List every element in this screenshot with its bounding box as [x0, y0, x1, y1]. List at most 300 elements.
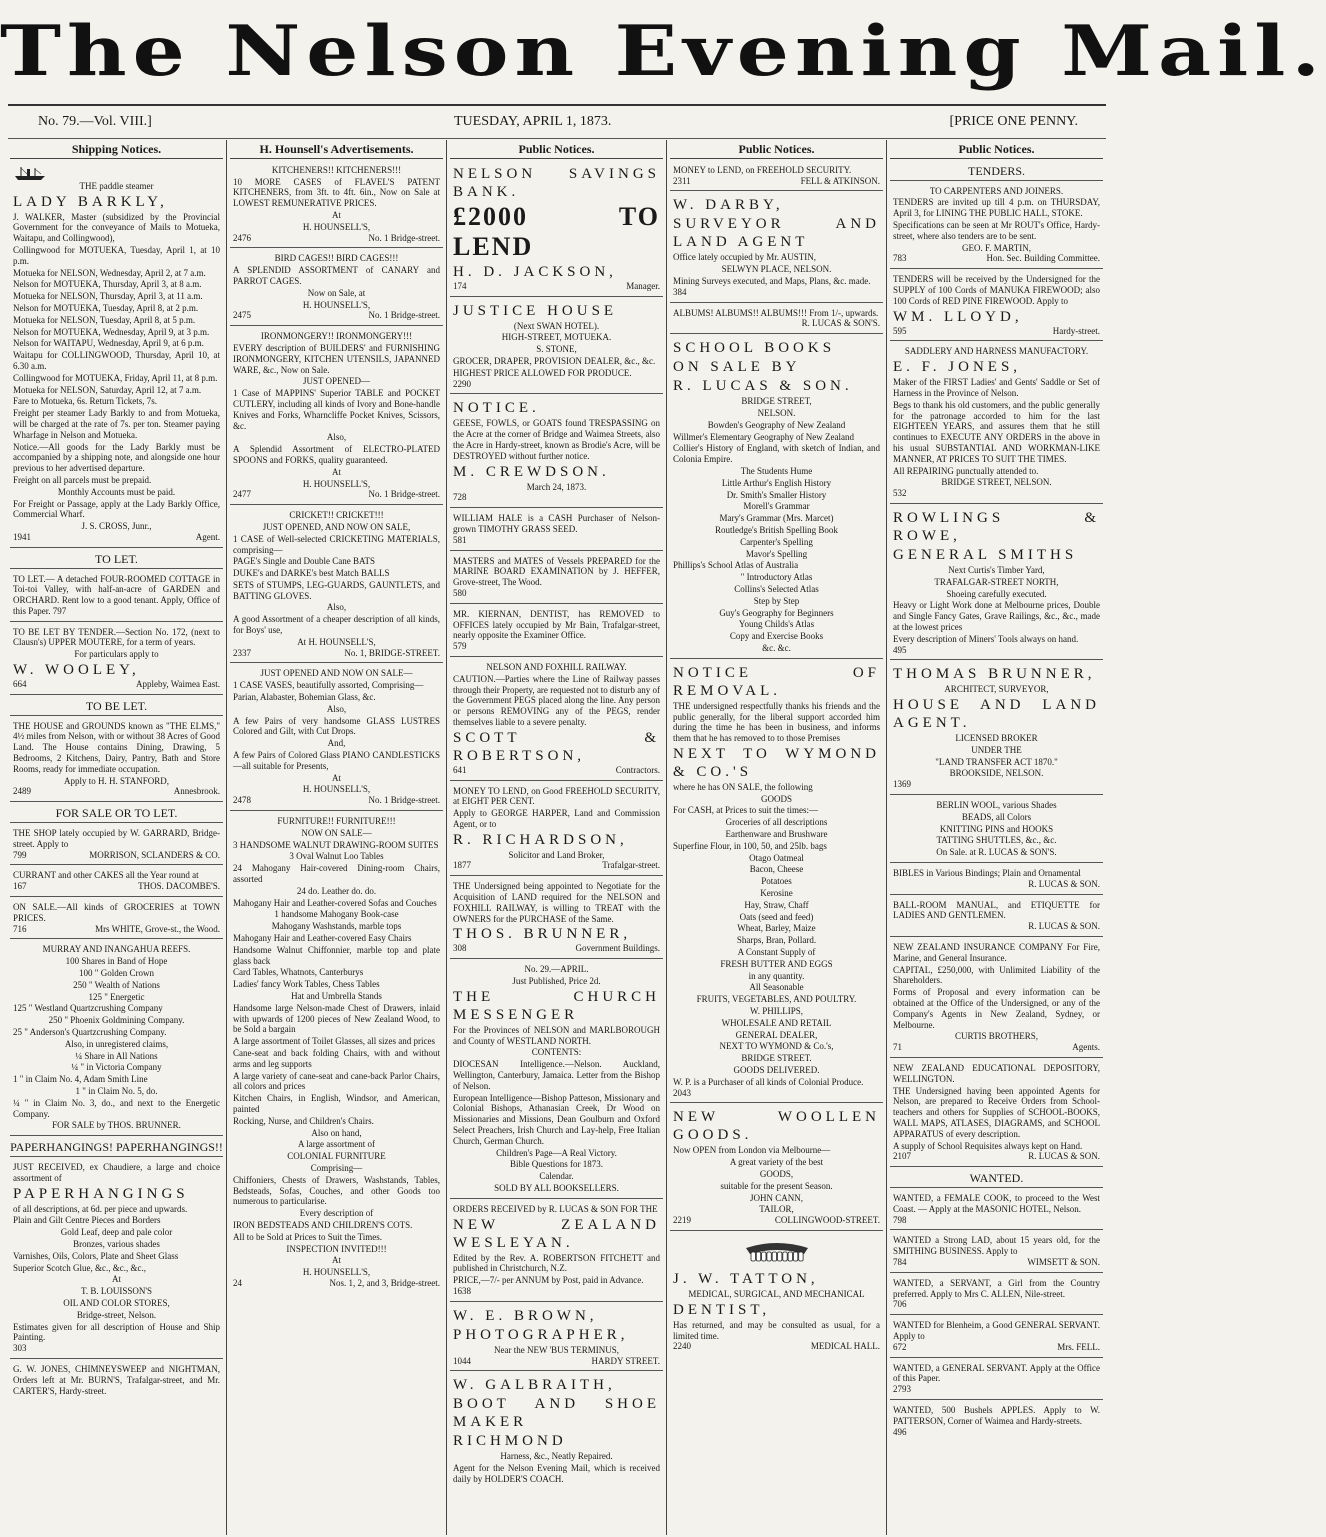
ad-text: JUST OPENED—: [302, 376, 371, 387]
ad-number: 532: [893, 488, 907, 499]
ad-signoff: [13, 1343, 220, 1354]
ad-text: 1 handsome Mahogany Book-case: [274, 909, 399, 920]
ad-signoff: [893, 1151, 1100, 1162]
ad-text: All Seasonable: [749, 982, 804, 993]
ad-text: TENDERS are invited up till 4 p.m. on THURSDAY, April 3, for LINING THE PUBLIC HALL, STOKE.: [893, 197, 1100, 219]
dateline: [24, 110, 1094, 136]
ad-number: 2219: [673, 1215, 691, 1226]
ad-signoff: [673, 1215, 880, 1226]
advertisement: [890, 940, 1103, 1058]
ad-text: Otago Oatmeal: [749, 852, 804, 863]
ad-signoff: [673, 1088, 880, 1099]
ad-text: Apply to H. H. STANFORD,: [63, 775, 170, 786]
ad-text: Estimates given for all description of House and Ship Painting.: [13, 1321, 220, 1343]
ad-text: Card Tables, Whatnots, Canterburys: [233, 967, 364, 978]
ad-signoff: [13, 679, 220, 690]
ad-text: E. F. JONES,: [893, 359, 1022, 376]
ad-text: HOUSE AND LAND AGENT.: [893, 697, 1100, 732]
ad-text: Every description of Miners' Tools always on hand.: [893, 633, 1079, 644]
advertisement: [10, 572, 223, 622]
ad-text: JOHN CANN,: [749, 1192, 803, 1203]
ad-text: Mahogany Hair and Leather-covered Easy Chairs: [233, 933, 412, 943]
ad-number: 2478: [233, 795, 251, 806]
ad-text: Gold Leaf, deep and pale color: [60, 1227, 173, 1238]
advertisement: [890, 1318, 1103, 1357]
ad-text: No. 29.—APRIL.: [524, 964, 589, 975]
column-4: [670, 140, 883, 1535]
ad-text: SELWYN PLACE, NELSON.: [721, 264, 832, 275]
ad-text: THE Undersigned being appointed to Negotiate for the Acquisition of LAND required for the NELSON and FOXHILL RAILWAY, is willing to TREAT with the OWNERS for the PURCHASE of the Same.: [453, 881, 660, 924]
ad-text: W. E. BROWN,: [453, 1307, 598, 1324]
ad-text: At: [112, 1274, 121, 1285]
ad-text: Edited by the Rev. A. ROBERTSON FITCHETT and published in Christchurch, N.Z.: [453, 1252, 660, 1274]
ad-number: 496: [893, 1426, 907, 1437]
ad-text: DENTIST,: [673, 1301, 771, 1318]
ad-text: GOODS DELIVERED.: [733, 1065, 820, 1076]
ad-text: GEO. F. MARTIN,: [962, 242, 1031, 253]
column-3: [450, 140, 663, 1535]
column-header: Public Notices.: [890, 140, 1103, 159]
advertisement: [450, 879, 663, 959]
ad-signature: Annesbrook.: [173, 786, 220, 797]
ad-text: FRUITS, VEGETABLES, AND POULTRY.: [696, 994, 857, 1005]
ad-text: JUST OPENED AND NOW ON SALE—: [260, 668, 413, 679]
teeth-icon: [742, 1240, 812, 1266]
ad-text: All to be Sold at Prices to Suit the Times.: [233, 1231, 383, 1242]
ad-signoff: [453, 860, 660, 871]
ad-text: Bacon, Cheese: [749, 864, 804, 875]
ad-text: A few Pairs of Colored Glass PIANO CANDLESTICKS—all suitable for Presents,: [233, 750, 440, 771]
ad-signature: Manager.: [626, 280, 660, 291]
ad-signature: FELL & ATKINSON.: [800, 175, 880, 186]
ad-text: Motueka for NELSON, Thursday, April 3, at 11 a.m.: [13, 291, 203, 302]
ad-text: NOTICE.: [453, 400, 540, 417]
ad-text: T. B. LOUISSON'S: [81, 1286, 152, 1297]
ad-text: Near the NEW 'BUS TERMINUS,: [493, 1344, 620, 1355]
ad-text: March 24, 1873.: [526, 481, 587, 492]
ad-text: &c. &c.: [762, 642, 791, 653]
ad-number: 2793: [893, 1384, 911, 1395]
ad-number: 24: [233, 1277, 242, 1288]
ad-signature: No. 1 Bridge-street.: [368, 489, 440, 500]
ad-text: 24 Mahogany Hair-covered Dining-room Chairs, assorted: [233, 863, 440, 885]
ad-text: WANTED, a SERVANT, a Girl from the Country preferred. Apply to Mrs C. ALLEN, Nile-street.: [893, 1277, 1100, 1299]
ad-text: NEXT TO WYMOND & Co.'s,: [719, 1041, 834, 1052]
ad-text: Ladies' fancy Work Tables, Chess Tables: [233, 979, 380, 990]
ad-text: £2000 TO LEND: [453, 201, 660, 261]
ad-signature: Agents.: [1072, 1042, 1100, 1053]
ad-text: BIRD CAGES!! BIRD CAGES!!!: [274, 253, 399, 264]
section-heading: TENDERS.: [890, 163, 1103, 181]
ad-text: H. D. JACKSON,: [453, 263, 617, 280]
advertisement: [10, 625, 223, 695]
ad-number: 71: [893, 1042, 902, 1053]
ad-text: Handsome Walnut Chiffonnier, marble top and plate glass back: [233, 944, 440, 966]
ad-text: WANTED a Strong LAD, about 15 years old, for the SMITHING BUSINESS. Apply to: [893, 1235, 1100, 1257]
ad-text: Morell's Grammar: [743, 501, 810, 512]
ad-text: Hat and Umbrella Stands: [291, 990, 382, 1001]
ad-signature: Appleby, Waimea East.: [135, 679, 220, 690]
ad-text: GEESE, FOWLS, or GOATS found TRESPASSING on the Acre at the corner of Bridge and Waimea Streets, also the Acre in Hardy-street, known as Brodie's Acre, will be DESTROYED without further notice.: [453, 418, 660, 461]
ad-text: DIOCESAN Intelligence.—Nelson. Auckland, Wellington, Canterbury, Jamaica. Letter from the Bishop of Nelson.: [453, 1059, 660, 1091]
ad-text: TO BE LET BY TENDER.—Section No. 172, (next to Clausn's) UPPER MOUTERE, for a term of years.: [13, 626, 220, 648]
ad-text: MURRAY AND INANGAHUA REEFS.: [42, 944, 191, 955]
ad-signature: Government Buildings.: [575, 943, 660, 954]
ad-text: FOR SALE by THOS. BRUNNER.: [52, 1120, 181, 1131]
ad-text: WILLIAM HALE is a CASH Purchaser of Nelson-grown TIMOTHY GRASS SEED.: [453, 513, 660, 534]
ad-text: JUSTICE HOUSE: [453, 302, 618, 319]
ad-signoff: [893, 326, 1100, 337]
ad-text: SCHOOL BOOKS: [673, 340, 836, 357]
ad-text: Mahogany Hair and Leather-covered Sofas and Couches: [233, 897, 437, 908]
ad-text: MASTERS and MATES of Vessels PREPARED for the MARINE BOARD EXAMINATION by J. HEFFER, Grove-street, The Wood.: [453, 555, 660, 588]
ad-text: MEDICAL, SURGICAL, AND MECHANICAL: [688, 1288, 865, 1299]
ad-text: Kerosine: [760, 888, 793, 899]
advertisement: [10, 900, 223, 939]
advertisement: [890, 1233, 1103, 1272]
ad-text: Sharps, Bran, Pollard.: [736, 935, 817, 946]
ad-text: 3 Oval Walnut Loo Tables: [289, 851, 384, 862]
ad-signature: Mrs. FELL.: [1057, 1341, 1100, 1352]
ad-text: At: [332, 209, 341, 220]
advertisement: [450, 163, 663, 297]
advertisement: [450, 607, 663, 657]
advertisement: [10, 868, 223, 897]
advertisement: [10, 1160, 223, 1359]
ad-signature: Trafalgar-street.: [602, 860, 660, 871]
ad-text: Collier's History of England, with sketch of Indian, and Colonia Empire.: [673, 443, 880, 465]
ad-number: 1941: [13, 531, 31, 542]
ad-signoff: [893, 879, 1100, 890]
ad-text: BERLIN WOOL, various Shades: [936, 800, 1057, 811]
advertisement: [890, 272, 1103, 341]
ad-number: 799: [13, 849, 27, 860]
column-1: [10, 140, 223, 1535]
advertisement: [890, 866, 1103, 895]
ad-text: R. LUCAS & SON.: [673, 378, 853, 395]
ad-text: Harness, &c., Neatly Repaired.: [500, 1451, 613, 1462]
masthead-rule: [8, 104, 1106, 106]
ad-number: 167: [13, 881, 27, 892]
ad-signature: COLLINGWOOD-STREET.: [774, 1215, 880, 1226]
ad-text: On Sale. at R. LUCAS & SON'S.: [936, 847, 1057, 858]
ad-text: GENERAL DEALER,: [735, 1029, 818, 1040]
ad-text: Collins's Selected Atlas: [734, 583, 819, 594]
ad-text: Forms of Proposal and every information can be obtained at the Office of the Undersigned, or any of the Company's Agents in New Zealand, Sydney, or Melbourne.: [893, 987, 1100, 1030]
ad-text: At: [332, 772, 341, 783]
ad-text: Plain and Gilt Centre Pieces and Borders: [13, 1215, 161, 1226]
ad-signoff: [673, 287, 880, 298]
ad-signoff: [893, 1215, 1100, 1226]
ad-text: 250 " Wealth of Nations: [73, 979, 160, 990]
ad-signoff: [893, 1042, 1100, 1053]
ad-text: GROCER, DRAPER, PROVISION DEALER, &c., &c.: [453, 355, 656, 366]
ad-text: NEW ZEALAND EDUCATIONAL DEPOSITORY, WELLINGTON.: [893, 1063, 1100, 1084]
advertisement: [230, 251, 443, 326]
ad-text: Wheat, Barley, Maize: [737, 923, 816, 934]
ad-signoff: [893, 488, 1100, 499]
ad-text: 100 Shares in Band of Hope: [65, 956, 168, 967]
ad-text: Groceries of all descriptions: [725, 817, 828, 828]
ad-text: And,: [327, 738, 346, 749]
ad-text: Also,: [326, 602, 347, 613]
ad-text: PAGE's Single and Double Cane BATS: [233, 556, 376, 567]
ad-number: 672: [893, 1341, 907, 1352]
masthead-title: The Nelson Evening Mail.: [0, 10, 1326, 92]
ad-text: Nelson for MOTUEKA, Wednesday, April 9, at 3 p.m.: [13, 326, 210, 337]
ad-text: Bible Questions for 1873.: [510, 1159, 603, 1170]
ad-number: 2477: [233, 489, 251, 500]
ad-text: 25 " Anderson's Quartzcrushing Company.: [13, 1027, 167, 1037]
advertisement: [450, 1305, 663, 1372]
ad-text: J. WALKER, Master (subsidized by the Provincial Government for the conveyance of Mails to Motueka, Waitapu, and Collingwood),: [13, 211, 220, 244]
advertisement: [10, 719, 223, 803]
ad-text: Chiffoniers, Chests of Drawers, Washstands, Tables, Bedsteads, Sofas, Couches, and other Goods too numerous to particularise.: [233, 1174, 440, 1207]
ad-text: FRESH BUTTER AND EGGS: [720, 958, 833, 969]
ad-text: JUST RECEIVED, ex Chaudiere, a large and choice assortment of: [13, 1161, 220, 1183]
ad-text: TENDERS will be received by the Undersigned for the SUPPLY of 100 Cords of MANUKA FIREWOOD; also 100 Cords of RED PINE FIREWOOD. Apply to: [893, 274, 1100, 306]
ad-text: 10 MORE CASES of FLAVEL'S PATENT KITCHENERS, from 3ft. to 4ft. 6in., Now on Sale at LOWEST REMUNERATIVE PRICES.: [233, 176, 440, 209]
ad-text: Motueka for NELSON, Saturday, April 12, at 7 a.m.: [13, 384, 202, 395]
ad-signoff: [893, 1342, 1100, 1353]
ad-text: Hay, Straw, Chaff: [744, 899, 809, 910]
ad-text: CRICKET!! CRICKET!!!: [289, 510, 384, 521]
ad-signoff: [233, 1278, 440, 1289]
ad-signature: MEDICAL HALL.: [810, 1341, 880, 1352]
advertisement: [890, 663, 1103, 795]
ad-text: TO CARPENTERS AND JOINERS.: [929, 185, 1064, 196]
ad-text: UNDER THE: [971, 744, 1022, 755]
ad-text: CURTIS BROTHERS,: [955, 1031, 1038, 1042]
ad-text: GOODS: [760, 793, 792, 804]
ad-text: GOODS,: [759, 1169, 794, 1179]
ad-text: NELSON SAVINGS BANK.: [453, 165, 660, 200]
ad-text: COLONIAL FURNITURE: [287, 1151, 386, 1162]
ad-text: THE undersigned respectfully thanks his friends and the public generally, for the liberal support accorded him during the time he has been in business, and informs them that he has removed to to those Premises: [673, 700, 880, 744]
ad-signoff: [453, 1286, 660, 1297]
ad-text: (Next SWAN HOTEL).: [513, 320, 600, 331]
ad-text: ROWLINGS & ROWE,: [893, 509, 1100, 544]
ad-text: BRIDGE STREET, NELSON.: [941, 477, 1052, 488]
ad-signoff: [13, 850, 220, 861]
ad-number: 664: [13, 679, 27, 690]
section-heading: WANTED.: [890, 1170, 1103, 1188]
ad-text: Solicitor and Land Broker,: [508, 849, 605, 860]
ad-signoff: [453, 943, 660, 954]
ad-text: Waitapu for COLLINGWOOD, Thursday, April 10, at 6.30 a.m.: [13, 350, 220, 371]
ad-text: A Splendid Assortment of ELECTRO-PLATED SPOONS and FORKS, quality guaranteed.: [233, 444, 440, 465]
ad-text: THOS. BRUNNER,: [453, 926, 632, 943]
ad-text: Also,: [326, 432, 347, 443]
dateline-rule: [8, 138, 1106, 139]
ad-text: FURNITURE!! FURNITURE!!!: [277, 816, 396, 827]
ad-text: suitable for the present Season.: [720, 1180, 833, 1191]
ad-signature: Contractors.: [615, 764, 660, 775]
section-heading: TO LET.: [10, 551, 223, 569]
ad-text: A few Pairs of very handsome GLASS LUSTRES Colored and Gilt, with Cut Drops.: [233, 715, 440, 737]
ad-text: Oats (seed and feed): [739, 911, 814, 922]
ad-text: Guy's Geography for Beginners: [719, 607, 834, 618]
ad-text: H. HOUNSELL'S,: [302, 478, 371, 489]
ad-text: SURVEYOR AND LAND AGENT: [673, 216, 880, 251]
ad-text: At: [332, 1255, 341, 1266]
advertisement: [450, 660, 663, 781]
ad-number: 798: [893, 1214, 907, 1225]
ad-number: 2107: [893, 1151, 911, 1162]
ad-text: Kitchen Chairs, in English, Windsor, and American, painted: [233, 1093, 440, 1114]
advertisement: [450, 962, 663, 1199]
ad-number: 2043: [673, 1087, 691, 1098]
ad-signoff: [453, 492, 660, 503]
ad-text: TAILOR,: [759, 1204, 794, 1215]
ad-text: IRONMONGERY!! IRONMONGERY!!!: [260, 331, 413, 342]
ad-signoff: [233, 489, 440, 500]
ad-text: 100 " Golden Crown: [79, 968, 154, 979]
advertisement: [890, 1403, 1103, 1441]
ad-signoff: [453, 1356, 660, 1367]
ad-text: J. S. CROSS, Junr.,: [81, 521, 152, 532]
ad-text: 24 do. Leather do. do.: [296, 885, 377, 896]
ad-signature: No. 1 Bridge-street.: [368, 795, 440, 806]
ad-text: W. DARBY,: [673, 197, 784, 214]
ad-signature: R. LUCAS & SON.: [1028, 921, 1100, 932]
ad-signoff: [673, 1341, 880, 1352]
ad-text: A good Assortment of a cheaper description of all kinds, for Boys' use,: [233, 614, 440, 636]
ad-signoff: [453, 535, 660, 546]
ad-text: Motueka for NELSON, Tuesday, April 8, at 5 p.m.: [13, 314, 196, 325]
advertisement: [890, 1191, 1103, 1230]
ad-signoff: [233, 648, 440, 659]
advertisement: [230, 508, 443, 663]
ad-text: Shoeing carefully executed.: [946, 588, 1047, 599]
ad-signoff: [893, 1257, 1100, 1268]
ad-text: Fare to Motueka, 6s. Return Tickets, 7s.: [13, 396, 157, 407]
ad-text: Apply to GEORGE HARPER, Land and Commission Agent, or to: [453, 808, 660, 829]
ad-number: 580: [453, 587, 467, 598]
ad-text: Mining Surveys executed, and Maps, Plans, &c. made.: [673, 275, 871, 286]
ad-text: For Freight or Passage, apply at the Lady Barkly Office, Commercial Wharf.: [13, 498, 220, 520]
ad-text: Next Curtis's Timber Yard,: [948, 564, 1045, 575]
advertisement: [450, 511, 663, 550]
ad-text: WM. LLOYD,: [893, 308, 1023, 325]
ad-signature: Agent.: [195, 531, 220, 542]
ad-signoff: [233, 233, 440, 244]
ad-number: 1044: [453, 1355, 471, 1366]
ad-text: Bowden's Geography of New Zealand: [707, 419, 846, 430]
advertisement: [450, 784, 663, 877]
ad-text: Freight on all parcels must be prepaid.: [13, 474, 152, 485]
ad-text: KNITTING PINS and HOOKS: [939, 823, 1054, 834]
masthead: [0, 0, 1326, 102]
advertisement: [890, 344, 1103, 504]
ad-text: H. HOUNSELL'S,: [302, 784, 371, 795]
ad-text: OIL AND COLOR STORES,: [63, 1297, 170, 1308]
ad-text: Motueka for NELSON, Wednesday, April 2, at 7 a.m.: [13, 267, 206, 278]
ad-signoff: [453, 765, 660, 776]
ad-text: Specifications can be seen at Mr ROUT's Office, Hardy-street, where also tenders are to be sent.: [893, 219, 1100, 241]
ad-text: Monthly Accounts must be paid.: [57, 486, 176, 497]
ad-text: All REPAIRING punctually attended to.: [893, 465, 1039, 476]
ad-text: in any quantity.: [748, 970, 805, 981]
ad-signoff: [453, 379, 660, 390]
ad-text: ON SALE BY: [673, 359, 801, 376]
advertisement: [450, 1374, 663, 1488]
column-header: Public Notices.: [450, 140, 663, 159]
ad-text: CURRANT and other CAKES all the Year round at: [13, 870, 199, 881]
column-rule: [226, 140, 227, 1535]
ad-text: Little Arthur's English History: [721, 477, 832, 488]
ad-text: Mary's Grammar (Mrs. Marcet): [719, 513, 834, 524]
column-header: Public Notices.: [670, 140, 883, 159]
ad-number: 2240: [673, 1341, 691, 1352]
ad-number: 641: [453, 764, 467, 775]
ad-text: BEADS, all Colors: [961, 811, 1032, 822]
ad-text: The Students Hume: [740, 465, 813, 476]
ad-text: Agent for the Nelson Evening Mail, which is received daily by HOLDER'S COACH.: [453, 1463, 660, 1484]
ad-text: NELSON.: [757, 407, 796, 418]
ad-text: For the Provinces of NELSON and MARLBOROUGH and County of WESTLAND NORTH.: [453, 1024, 660, 1046]
ad-text: Every description of: [299, 1208, 374, 1219]
ad-text: W. GALBRAITH,: [453, 1377, 616, 1394]
ad-signature: HARDY STREET.: [591, 1355, 660, 1366]
ad-text: At H. HOUNSELL'S,: [297, 636, 376, 647]
steamer-icon: [13, 165, 47, 181]
ad-text: GENERAL SMITHS: [893, 546, 1078, 563]
ad-signoff: [893, 1299, 1100, 1310]
ad-text: Phillips's School Atlas of Australia: [673, 560, 799, 571]
ad-text: ON SALE.—All kinds of GROCERIES at TOWN PRICES.: [13, 902, 220, 923]
ad-text: R. RICHARDSON,: [453, 831, 628, 848]
advertisement: [450, 1202, 663, 1302]
ad-text: PAPERHANGINGS: [13, 1185, 189, 1202]
ad-number: 706: [893, 1299, 907, 1310]
advertisement: [450, 397, 663, 508]
ad-text: J. W. TATTON,: [673, 1270, 819, 1287]
ad-text: For particulars apply to: [74, 649, 159, 660]
ad-text: Collingwood for MOTUEKA, Tuesday, April 1, at 10 p.m.: [13, 244, 220, 266]
ad-signoff: [893, 253, 1100, 264]
ad-text: Now on Sale, at: [307, 287, 366, 298]
ad-text: Now OPEN from London via Melbourne—: [673, 1145, 831, 1156]
ad-text: Also, in unregistered claims,: [64, 1038, 169, 1049]
ad-text: JUST OPENED, AND NOW ON SALE,: [262, 521, 411, 532]
ad-signoff: [453, 641, 660, 652]
ad-text: H. HOUNSELL'S,: [302, 221, 371, 232]
ad-signature: R. LUCAS & SON'S.: [801, 318, 880, 329]
ad-text: 1 CASE VASES, beautifully assorted, Comprising—: [233, 680, 424, 691]
ad-text: Superfine Flour, in 100, 50, and 25lb. bags: [673, 840, 827, 851]
ad-text: BRIDGE STREET.: [741, 1053, 812, 1064]
ad-signature: Nos. 1, 2, and 3, Bridge-street.: [329, 1277, 440, 1288]
advertisement: [230, 329, 443, 505]
column-header: Shipping Notices.: [10, 140, 223, 159]
ad-text: THE CHURCH MESSENGER: [453, 988, 660, 1023]
ad-text: A SPLENDID ASSORTMENT of CANARY and PARROT CAGES.: [233, 265, 440, 286]
ad-signature: No. 1 Bridge-street.: [368, 310, 440, 321]
ad-text: Collingwood for MOTUEKA, Friday, April 11, at 8 p.m.: [13, 372, 218, 383]
ad-text: Just Published, Price 2d.: [512, 976, 601, 987]
ad-text: H. HOUNSELL'S,: [302, 1267, 371, 1278]
ad-number: 728: [453, 492, 467, 503]
ad-text: Has returned, and may be consulted as usual, for a limited time.: [673, 1319, 880, 1341]
ad-text: BIBLES in Various Bindings; Plain and Ornamental: [893, 868, 1081, 879]
ad-signature: No. 1 Bridge-street.: [368, 232, 440, 243]
ad-text: THE Undersigned having been appointed Agents for Nelson, are prepared to Receive Orders from School-teachers and others for Supplies of SCHOOL-BOOKS, WALL MAPS, ATLASES, DIAGRAMS, and SCHOOL APPARATUS of every description.: [893, 1085, 1100, 1139]
ad-text: Bridge-street, Nelson.: [76, 1309, 157, 1320]
ad-text: THE HOUSE and GROUNDS known as "THE ELMS," 4½ miles from Nelson, with or without 38 Acres of Good Land. The House contains Dining, Drawing, 5 Bedrooms, 2 Kitchens, Dairy, Pantry, Bath and Store Rooms, ready for immediate occupation.: [13, 720, 220, 774]
ad-text: MONEY to LEND, on FREEHOLD SECURITY.: [673, 164, 852, 175]
ad-text: Routledge's British Spelling Book: [715, 524, 838, 535]
